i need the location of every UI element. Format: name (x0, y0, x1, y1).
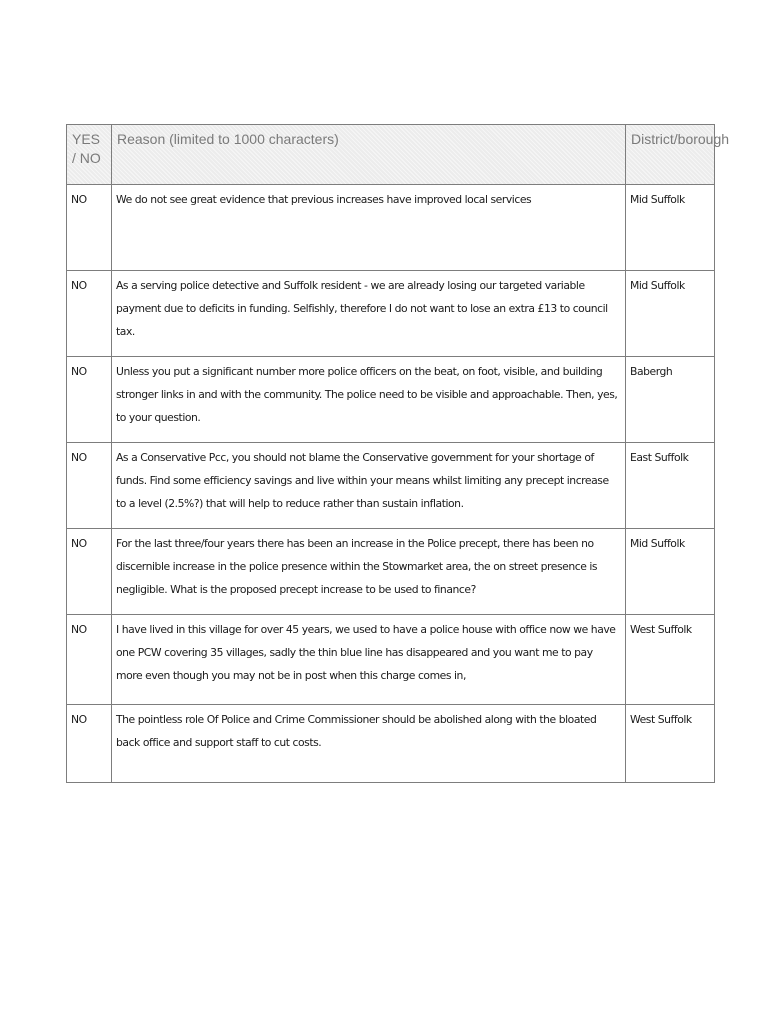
header-reason: Reason (limited to 1000 characters) (112, 125, 626, 185)
district-cell: Mid Suffolk (626, 529, 715, 615)
table-row (67, 529, 715, 615)
district-cell: West Suffolk (626, 705, 715, 783)
reason-cell: Unless you put a significant number more police officers on the beat, on foot, visible, and building stronger links in and with the community. The police need to be visible and approachable. Then, yes, to your question. (112, 357, 626, 443)
district-cell: Babergh (626, 357, 715, 443)
header-yes-no: YES / NO (67, 125, 112, 185)
district-cell: Mid Suffolk (626, 185, 715, 271)
table-row (67, 615, 715, 705)
header-row (67, 125, 715, 185)
table-row (67, 443, 715, 529)
table-row (67, 271, 715, 357)
district-cell: West Suffolk (626, 615, 715, 705)
reason-cell: For the last three/four years there has been an increase in the Police precept, there has been no discernible increase in the police presence within the Stowmarket area, the on street presence is negligible. What is the proposed precept increase to be used to finance? (112, 529, 626, 615)
table-row (67, 357, 715, 443)
table-body (67, 185, 715, 783)
table-row (67, 185, 715, 271)
answer-cell: NO (67, 705, 112, 783)
answer-cell: NO (67, 443, 112, 529)
reason-cell: We do not see great evidence that previous increases have improved local services (112, 185, 626, 271)
table-header (67, 125, 730, 185)
answer-cell: NO (67, 271, 112, 357)
header-district: District/borough (626, 125, 715, 185)
district-cell: Mid Suffolk (626, 271, 715, 357)
answer-cell: NO (67, 185, 112, 271)
table-row (67, 705, 715, 783)
district-cell: East Suffolk (626, 443, 715, 529)
consultation-responses-table (66, 124, 730, 783)
answer-cell: NO (67, 357, 112, 443)
answer-cell: NO (67, 529, 112, 615)
answer-cell: NO (67, 615, 112, 705)
reason-cell: As a Conservative Pcc, you should not blame the Conservative government for your shortage of funds. Find some efficiency savings and live within your means whilst limiting any precept increase to a level (2.5%?) that will help to reduce rather than sustain inflation. (112, 443, 626, 529)
reason-cell: As a serving police detective and Suffolk resident - we are already losing our targeted variable payment due to deficits in funding. Selfishly, therefore I do not want to lose an extra £13 to council tax. (112, 271, 626, 357)
reason-cell: I have lived in this village for over 45 years, we used to have a police house with office now we have one PCW covering 35 villages, sadly the thin blue line has disappeared and you want me to pay more even though you may not be in post when this charge comes in, (112, 615, 626, 705)
reason-cell: The pointless role Of Police and Crime Commissioner should be abolished along with the bloated back office and support staff to cut costs. (112, 705, 626, 783)
